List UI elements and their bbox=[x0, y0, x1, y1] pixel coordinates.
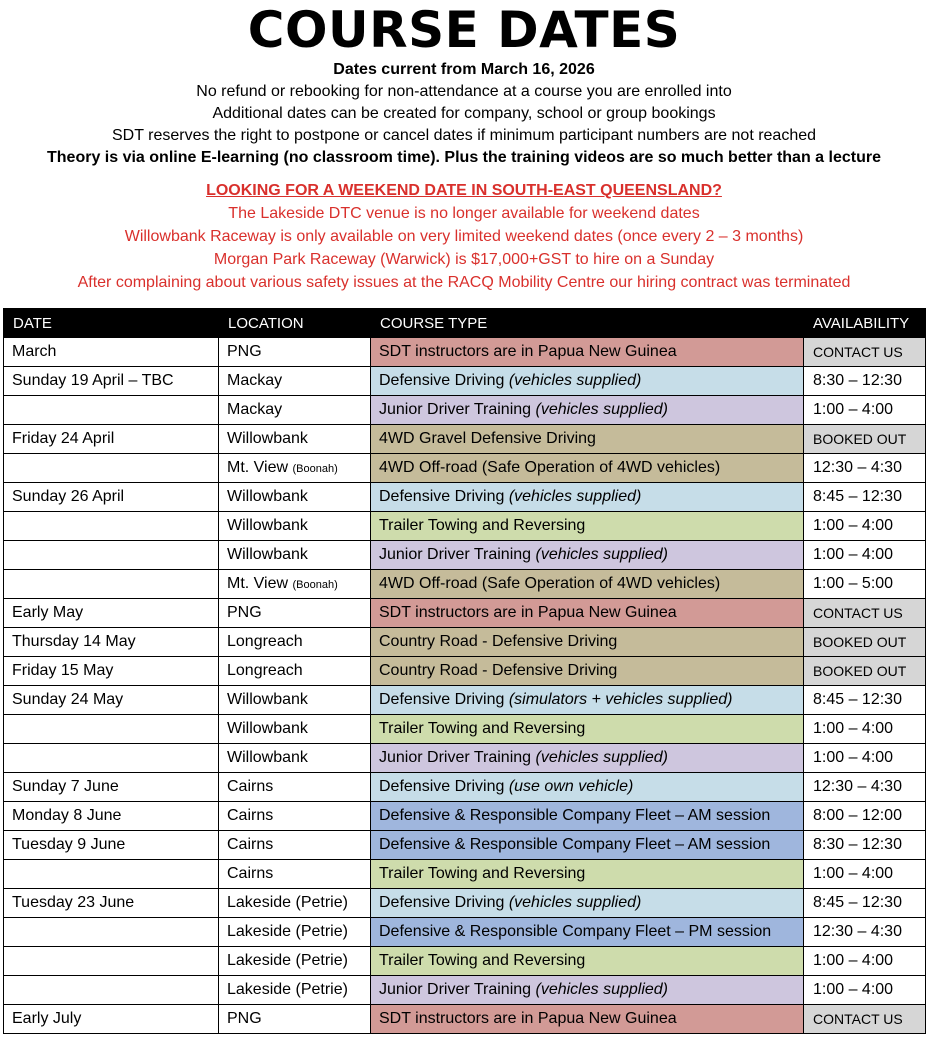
course-name: Junior Driver Training bbox=[379, 749, 536, 766]
location-name: Lakeside (Petrie) bbox=[227, 923, 348, 940]
location-name: Lakeside (Petrie) bbox=[227, 894, 348, 911]
location-cell bbox=[219, 657, 371, 686]
location-name: PNG bbox=[227, 1010, 262, 1027]
course-name: Defensive & Responsible Company Fleet – AM session bbox=[379, 836, 771, 853]
location-cell bbox=[219, 338, 371, 367]
date-cell: Friday 15 May bbox=[4, 657, 219, 686]
location-name: PNG bbox=[227, 343, 262, 360]
course-name: Defensive & Responsible Company Fleet – AM session bbox=[379, 807, 771, 824]
course-type-cell bbox=[371, 396, 804, 425]
date-cell: Tuesday 9 June bbox=[4, 831, 219, 860]
course-type-cell bbox=[371, 628, 804, 657]
availability-time: 1:00 – 4:00 bbox=[804, 947, 926, 976]
location-name: Willowbank bbox=[227, 691, 308, 708]
location-cell bbox=[219, 686, 371, 715]
date-cell: Sunday 19 April – TBC bbox=[4, 367, 219, 396]
location-note: (Boonah) bbox=[292, 463, 338, 475]
table-row bbox=[4, 657, 926, 686]
location-name: Cairns bbox=[227, 865, 274, 882]
course-note: (vehicles supplied) bbox=[535, 749, 669, 766]
table-row bbox=[4, 512, 926, 541]
location-cell bbox=[219, 918, 371, 947]
location-cell bbox=[219, 860, 371, 889]
course-name: SDT instructors are in Papua New Guinea bbox=[379, 343, 677, 360]
location-cell bbox=[219, 715, 371, 744]
course-name: Defensive Driving bbox=[379, 488, 509, 505]
page-title: COURSE DATES bbox=[247, 1, 681, 59]
date-cell: Sunday 7 June bbox=[4, 773, 219, 802]
availability-time: 1:00 – 4:00 bbox=[804, 541, 926, 570]
weekend-notice bbox=[0, 179, 928, 294]
table-row bbox=[4, 454, 926, 483]
location-name: Lakeside (Petrie) bbox=[227, 981, 348, 998]
course-name: 4WD Off-road (Safe Operation of 4WD vehicles) bbox=[379, 575, 721, 592]
table-row bbox=[4, 918, 926, 947]
date-cell bbox=[4, 918, 219, 947]
location-name: Lakeside (Petrie) bbox=[227, 952, 348, 969]
course-name: Trailer Towing and Reversing bbox=[379, 720, 586, 737]
course-name: Defensive Driving bbox=[379, 691, 509, 708]
intro-block bbox=[0, 59, 928, 169]
location-cell bbox=[219, 570, 371, 599]
location-name: Willowbank bbox=[227, 749, 308, 766]
location-cell bbox=[219, 1005, 371, 1034]
table-row bbox=[4, 541, 926, 570]
availability-status: BOOKED OUT bbox=[804, 657, 926, 686]
location-name: Cairns bbox=[227, 778, 274, 795]
course-name: Defensive & Responsible Company Fleet – PM session bbox=[379, 923, 772, 940]
availability-time: 1:00 – 4:00 bbox=[804, 512, 926, 541]
course-type-cell bbox=[371, 889, 804, 918]
location-cell bbox=[219, 454, 371, 483]
weekend-notice-line: Morgan Park Raceway (Warwick) is $17,000+GST to hire on a Sunday bbox=[213, 251, 715, 268]
table-row bbox=[4, 889, 926, 918]
table-row bbox=[4, 483, 926, 512]
course-note: (vehicles supplied) bbox=[508, 372, 642, 389]
location-name: Longreach bbox=[227, 662, 303, 679]
date-cell bbox=[4, 512, 219, 541]
availability-time: 1:00 – 4:00 bbox=[804, 715, 926, 744]
location-name: Mt. View bbox=[227, 575, 293, 592]
location-cell bbox=[219, 744, 371, 773]
course-name: Defensive Driving bbox=[379, 372, 509, 389]
column-header-date: DATE bbox=[4, 309, 219, 338]
availability-time: 1:00 – 4:00 bbox=[804, 396, 926, 425]
date-cell: Tuesday 23 June bbox=[4, 889, 219, 918]
table-row bbox=[4, 1005, 926, 1034]
course-type-cell bbox=[371, 657, 804, 686]
course-name: Trailer Towing and Reversing bbox=[379, 865, 586, 882]
location-cell bbox=[219, 541, 371, 570]
table-row bbox=[4, 425, 926, 454]
course-type-cell bbox=[371, 367, 804, 396]
course-note: (vehicles supplied) bbox=[535, 981, 669, 998]
location-name: Longreach bbox=[227, 633, 303, 650]
table-row bbox=[4, 628, 926, 657]
weekend-notice-line: After complaining about various safety issues at the RACQ Mobility Centre our hiring contract was terminated bbox=[77, 274, 851, 291]
date-cell: March bbox=[4, 338, 219, 367]
group-bookings-text: Additional dates can be created for company, school or group bookings bbox=[212, 105, 716, 122]
location-cell bbox=[219, 628, 371, 657]
weekend-notice-heading: LOOKING FOR A WEEKEND DATE IN SOUTH-EAST QUEENSLAND? bbox=[206, 182, 722, 199]
location-cell bbox=[219, 831, 371, 860]
course-type-cell bbox=[371, 1005, 804, 1034]
table-row bbox=[4, 831, 926, 860]
availability-time: 12:30 – 4:30 bbox=[804, 918, 926, 947]
table-row bbox=[4, 802, 926, 831]
table-row bbox=[4, 715, 926, 744]
table-row bbox=[4, 976, 926, 1005]
date-cell: Early May bbox=[4, 599, 219, 628]
location-cell bbox=[219, 367, 371, 396]
course-name: Trailer Towing and Reversing bbox=[379, 952, 586, 969]
date-cell bbox=[4, 570, 219, 599]
availability-time: 8:00 – 12:00 bbox=[804, 802, 926, 831]
location-name: Willowbank bbox=[227, 430, 308, 447]
location-cell bbox=[219, 396, 371, 425]
column-header-location: LOCATION bbox=[219, 309, 371, 338]
course-note: (vehicles supplied) bbox=[508, 488, 642, 505]
course-name: Trailer Towing and Reversing bbox=[379, 517, 586, 534]
course-note: (vehicles supplied) bbox=[535, 401, 669, 418]
course-name: Country Road - Defensive Driving bbox=[379, 633, 618, 650]
date-cell bbox=[4, 396, 219, 425]
course-type-cell bbox=[371, 831, 804, 860]
table-row bbox=[4, 860, 926, 889]
date-cell bbox=[4, 715, 219, 744]
course-name: Defensive Driving bbox=[379, 778, 509, 795]
location-cell bbox=[219, 802, 371, 831]
location-name: Mt. View bbox=[227, 459, 293, 476]
availability-status: BOOKED OUT bbox=[804, 628, 926, 657]
table-row bbox=[4, 947, 926, 976]
course-schedule-table bbox=[3, 308, 926, 1034]
location-name: Cairns bbox=[227, 807, 274, 824]
date-cell: Sunday 24 May bbox=[4, 686, 219, 715]
availability-time: 1:00 – 4:00 bbox=[804, 860, 926, 889]
availability-time: 8:30 – 12:30 bbox=[804, 367, 926, 396]
availability-status: CONTACT US bbox=[804, 1005, 926, 1034]
course-name: 4WD Gravel Defensive Driving bbox=[379, 430, 596, 447]
schedule-rows bbox=[4, 338, 926, 1034]
availability-time: 12:30 – 4:30 bbox=[804, 454, 926, 483]
cancellation-policy-text: SDT reserves the right to postpone or cancel dates if minimum participant numbers are not reached bbox=[111, 127, 817, 144]
course-note: (vehicles supplied) bbox=[508, 894, 642, 911]
table-row bbox=[4, 570, 926, 599]
location-cell bbox=[219, 889, 371, 918]
course-type-cell bbox=[371, 715, 804, 744]
location-name: Willowbank bbox=[227, 517, 308, 534]
course-note: (simulators + vehicles supplied) bbox=[508, 691, 733, 708]
table-row bbox=[4, 599, 926, 628]
availability-status: CONTACT US bbox=[804, 599, 926, 628]
date-cell: Sunday 26 April bbox=[4, 483, 219, 512]
date-cell bbox=[4, 541, 219, 570]
location-cell bbox=[219, 773, 371, 802]
date-cell: Early July bbox=[4, 1005, 219, 1034]
course-type-cell bbox=[371, 802, 804, 831]
column-header-availability: AVAILABILITY bbox=[804, 309, 926, 338]
course-type-cell bbox=[371, 425, 804, 454]
date-cell bbox=[4, 454, 219, 483]
location-name: Willowbank bbox=[227, 720, 308, 737]
refund-policy-text: No refund or rebooking for non-attendance at a course you are enrolled into bbox=[196, 83, 732, 100]
date-cell: Thursday 14 May bbox=[4, 628, 219, 657]
location-cell bbox=[219, 599, 371, 628]
availability-time: 8:45 – 12:30 bbox=[804, 483, 926, 512]
availability-time: 8:30 – 12:30 bbox=[804, 831, 926, 860]
table-row bbox=[4, 338, 926, 367]
location-name: PNG bbox=[227, 604, 262, 621]
table-row bbox=[4, 396, 926, 425]
course-type-cell bbox=[371, 454, 804, 483]
course-type-cell bbox=[371, 570, 804, 599]
course-type-cell bbox=[371, 512, 804, 541]
location-cell bbox=[219, 976, 371, 1005]
course-type-cell bbox=[371, 947, 804, 976]
location-note: (Boonah) bbox=[292, 579, 338, 591]
availability-time: 1:00 – 5:00 bbox=[804, 570, 926, 599]
location-name: Willowbank bbox=[227, 546, 308, 563]
date-cell: Monday 8 June bbox=[4, 802, 219, 831]
course-type-cell bbox=[371, 686, 804, 715]
table-row bbox=[4, 773, 926, 802]
date-cell: Friday 24 April bbox=[4, 425, 219, 454]
course-type-cell bbox=[371, 338, 804, 367]
availability-time: 1:00 – 4:00 bbox=[804, 976, 926, 1005]
course-name: SDT instructors are in Papua New Guinea bbox=[379, 604, 677, 621]
location-name: Mackay bbox=[227, 401, 283, 418]
course-type-cell bbox=[371, 860, 804, 889]
course-name: Country Road - Defensive Driving bbox=[379, 662, 618, 679]
theory-elearning-text: Theory is via online E-learning (no classroom time). Plus the training videos are so much better than a lecture bbox=[47, 149, 881, 166]
course-type-cell bbox=[371, 976, 804, 1005]
table-header-row bbox=[4, 309, 926, 338]
availability-status: BOOKED OUT bbox=[804, 425, 926, 454]
table-row bbox=[4, 367, 926, 396]
weekend-notice-line: The Lakeside DTC venue is no longer available for weekend dates bbox=[228, 205, 700, 222]
weekend-notice-line: Willowbank Raceway is only available on very limited weekend dates (once every 2 – 3 months) bbox=[124, 228, 804, 245]
dates-current-text: Dates current from March 16, 2026 bbox=[333, 61, 595, 78]
course-name: Junior Driver Training bbox=[379, 401, 536, 418]
location-name: Mackay bbox=[227, 372, 283, 389]
course-name: 4WD Off-road (Safe Operation of 4WD vehicles) bbox=[379, 459, 721, 476]
course-type-cell bbox=[371, 918, 804, 947]
location-cell bbox=[219, 483, 371, 512]
course-note: (use own vehicle) bbox=[508, 778, 634, 795]
course-type-cell bbox=[371, 483, 804, 512]
availability-time: 1:00 – 4:00 bbox=[804, 744, 926, 773]
availability-time: 12:30 – 4:30 bbox=[804, 773, 926, 802]
table-row bbox=[4, 744, 926, 773]
location-name: Willowbank bbox=[227, 488, 308, 505]
availability-time: 8:45 – 12:30 bbox=[804, 686, 926, 715]
course-name: SDT instructors are in Papua New Guinea bbox=[379, 1010, 677, 1027]
location-cell bbox=[219, 425, 371, 454]
table-row bbox=[4, 686, 926, 715]
date-cell bbox=[4, 976, 219, 1005]
course-note: (vehicles supplied) bbox=[535, 546, 669, 563]
availability-status: CONTACT US bbox=[804, 338, 926, 367]
course-type-cell bbox=[371, 599, 804, 628]
date-cell bbox=[4, 860, 219, 889]
course-name: Junior Driver Training bbox=[379, 546, 536, 563]
location-name: Cairns bbox=[227, 836, 274, 853]
location-cell bbox=[219, 512, 371, 541]
course-name: Junior Driver Training bbox=[379, 981, 536, 998]
date-cell bbox=[4, 947, 219, 976]
date-cell bbox=[4, 744, 219, 773]
location-cell bbox=[219, 947, 371, 976]
course-name: Defensive Driving bbox=[379, 894, 509, 911]
course-type-cell bbox=[371, 773, 804, 802]
column-header-course-type: COURSE TYPE bbox=[371, 309, 804, 338]
course-type-cell bbox=[371, 744, 804, 773]
course-type-cell bbox=[371, 541, 804, 570]
availability-time: 8:45 – 12:30 bbox=[804, 889, 926, 918]
